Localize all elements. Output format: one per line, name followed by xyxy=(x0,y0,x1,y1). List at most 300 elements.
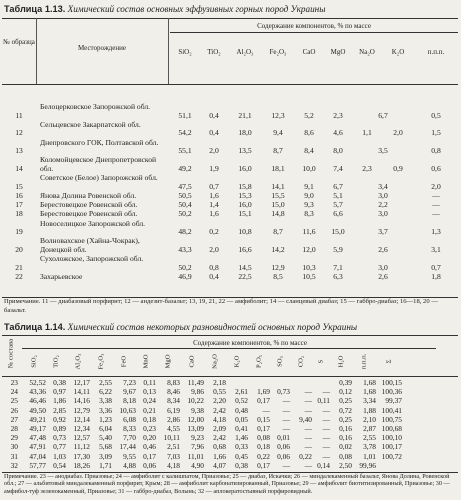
row-cell: 0,5 xyxy=(431,110,441,120)
row-cell: 0,16 xyxy=(339,433,352,443)
row-cell: 1,5 xyxy=(431,128,441,138)
row-cell: 50,2 xyxy=(178,262,192,272)
table1-col-head: Al₂O₃ xyxy=(236,48,254,56)
row-cell: 4,18 xyxy=(213,414,226,424)
row-cell: 8,7 xyxy=(273,146,283,156)
row-cell: 0,33 xyxy=(235,442,248,452)
table1-label: Таблица 1.13. xyxy=(4,4,66,14)
row-cell: 10,22 xyxy=(187,396,204,406)
row-cell: 0,16 xyxy=(339,423,352,433)
row-cell: 2,18 xyxy=(213,378,226,387)
row-deposit: Сельцевское Закарпатской обл. xyxy=(40,119,141,129)
row-cell: 11,49 xyxy=(187,378,204,387)
table2-group-rule xyxy=(22,348,436,349)
row-cell: 18,1 xyxy=(271,163,285,173)
row-cell: 6,3 xyxy=(333,271,343,281)
row-cell: 0,7 xyxy=(431,262,441,272)
row-cell: 7,1 xyxy=(333,262,343,272)
row-cell: 8,5 xyxy=(273,271,283,281)
row-cell: 3,36 xyxy=(99,405,112,415)
row-cell: 4,90 xyxy=(191,460,204,470)
row-cell: 8,83 xyxy=(167,378,180,387)
row-cell: 6,08 xyxy=(123,414,136,424)
row-cell: 1,86 xyxy=(53,396,66,406)
row-cell: — xyxy=(282,405,290,415)
row-cell: — xyxy=(322,433,330,443)
row-cell: 9,4 xyxy=(273,128,283,138)
table1-col-head: п.п.п. xyxy=(427,48,445,56)
row-cell: 0,38 xyxy=(235,460,248,470)
row-cell: 1,66 xyxy=(213,451,226,461)
row-cell: 2,6 xyxy=(378,271,388,281)
row-cell: 2,51 xyxy=(167,442,180,452)
row-cell: 5,9 xyxy=(333,244,343,254)
row-cell: 15,1 xyxy=(238,209,252,219)
row-cell: 2,0 xyxy=(393,128,403,138)
table-row xyxy=(2,220,458,238)
row-cell: — xyxy=(432,200,440,210)
row-cell: — xyxy=(304,442,312,452)
row-cell: 100,41 xyxy=(381,405,402,415)
row-cell: — xyxy=(304,405,312,415)
row-cell: 2,55 xyxy=(99,378,112,387)
row-cell: 12,17 xyxy=(73,378,90,387)
row-cell: 0,22 xyxy=(299,451,312,461)
row-cell: 0,68 xyxy=(213,442,226,452)
row-cell: 7,96 xyxy=(191,442,204,452)
table-row xyxy=(2,452,458,461)
row-cell: 6,6 xyxy=(333,209,343,219)
row-cell: — xyxy=(304,396,312,406)
row-cell: 2,10 xyxy=(363,414,376,424)
row-cell: 48,2 xyxy=(178,227,192,237)
row-number: 19 xyxy=(15,227,23,237)
row-cell: 100,72 xyxy=(381,451,402,461)
table-row xyxy=(2,174,458,192)
row-cell: — xyxy=(322,451,330,461)
row-cell: 100,10 xyxy=(381,433,402,443)
row-cell: 0,14 xyxy=(317,460,330,470)
row-number: 11 xyxy=(15,110,23,120)
table1-group-rule xyxy=(170,32,458,33)
row-cell: 18,26 xyxy=(73,460,90,470)
row-cell: 18,0 xyxy=(238,128,252,138)
row-cell: 0,02 xyxy=(339,442,352,452)
row-cell: 5,40 xyxy=(99,433,112,443)
row-cell: 2,3 xyxy=(362,163,372,173)
row-cell: 0,22 xyxy=(257,451,270,461)
row-cell: 0,97 xyxy=(53,387,66,397)
table1-title: Химический состав основных эффузивных горных пород Украины xyxy=(67,4,326,14)
row-cell: 54,2 xyxy=(178,128,192,138)
table1-head-num: № образца xyxy=(3,38,35,46)
row-cell: 47,48 xyxy=(29,433,46,443)
row-cell: 1,46 xyxy=(235,433,248,443)
row-cell: 9,3 xyxy=(304,200,314,210)
row-number: 13 xyxy=(15,146,23,156)
row-cell: 13,09 xyxy=(187,423,204,433)
row-cell: 0,46 xyxy=(143,442,156,452)
row-cell: 49,21 xyxy=(29,414,46,424)
row-number: 30 xyxy=(10,442,18,452)
row-cell: 0,6 xyxy=(431,163,441,173)
row-cell: 14,16 xyxy=(73,396,90,406)
row-cell: — xyxy=(432,190,440,200)
table2-head-rule xyxy=(2,376,458,377)
table2-col-head: S xyxy=(317,359,325,364)
row-cell: — xyxy=(432,209,440,219)
row-cell: 1,68 xyxy=(363,387,376,397)
row-cell: 9,0 xyxy=(304,190,314,200)
row-cell: 2,6 xyxy=(378,244,388,254)
table2-title: Химический состав некоторых разновидностей основных пород Украины xyxy=(67,322,358,332)
table-row xyxy=(2,406,458,415)
row-number: 18 xyxy=(15,209,23,219)
row-cell: 15,0 xyxy=(271,200,285,210)
table1-col-head: Na₂O xyxy=(359,48,375,56)
row-cell: 3,78 xyxy=(363,442,376,452)
row-cell: 0,89 xyxy=(53,423,66,433)
row-cell: 12,0 xyxy=(302,244,316,254)
row-cell: 15,0 xyxy=(331,227,345,237)
row-cell: 9,86 xyxy=(191,387,204,397)
row-cell: 100,68 xyxy=(381,423,402,433)
table1-head-rule xyxy=(2,84,458,85)
row-cell: 100,75 xyxy=(381,414,402,424)
row-cell: 6,19 xyxy=(167,405,180,415)
row-cell: 14,11 xyxy=(73,387,90,397)
table2-label: Таблица 1.14. xyxy=(4,322,66,332)
row-cell: — xyxy=(282,460,290,470)
row-cell: 0,11 xyxy=(317,396,330,406)
row-cell: 1,71 xyxy=(99,460,112,470)
row-cell: 0,05 xyxy=(235,414,248,424)
row-cell: 2,09 xyxy=(213,423,226,433)
row-cell: — xyxy=(262,405,270,415)
row-cell: 0,21 xyxy=(143,405,156,415)
row-cell: 2,0 xyxy=(209,244,219,254)
row-cell: 0,4 xyxy=(209,110,219,120)
row-cell: 2,55 xyxy=(363,433,376,443)
row-cell: 8,33 xyxy=(123,423,136,433)
row-cell: 2,50 xyxy=(339,460,352,470)
table1-col-head: MgO xyxy=(330,48,346,56)
table2-body xyxy=(2,378,458,470)
row-cell: — xyxy=(322,442,330,452)
row-cell: 0,12 xyxy=(339,387,352,397)
row-number: 25 xyxy=(10,396,18,406)
table2-col-head: Na₂O xyxy=(211,354,219,369)
row-cell: 0,45 xyxy=(235,451,248,461)
row-cell: 47,04 xyxy=(29,451,46,461)
table1-caption xyxy=(4,4,325,14)
row-number: 22 xyxy=(15,271,23,281)
row-cell: 4,6 xyxy=(333,128,343,138)
row-deposit: Новоселицкое Запорожской обл. xyxy=(40,218,146,228)
row-number: 12 xyxy=(15,128,23,138)
table2-caption xyxy=(4,322,357,332)
row-cell: 16,0 xyxy=(238,163,252,173)
row-cell: 9,40 xyxy=(299,414,312,424)
table1-vline xyxy=(36,18,37,84)
row-cell: 14,1 xyxy=(271,181,285,191)
row-cell: 0,18 xyxy=(143,414,156,424)
row-cell: 2,0 xyxy=(431,181,441,191)
row-cell: — xyxy=(282,396,290,406)
table1-col-head: K₂O xyxy=(391,48,405,56)
row-number: 14 xyxy=(15,163,23,173)
row-cell: 8,46 xyxy=(167,387,180,397)
row-cell: 50,2 xyxy=(178,209,192,219)
row-cell: 4,88 xyxy=(123,460,136,470)
row-cell: 3,4 xyxy=(378,181,388,191)
row-cell: 6,04 xyxy=(99,423,112,433)
row-cell: 10,8 xyxy=(238,227,252,237)
row-deposit: Берестовецкое Ровенской обл. xyxy=(40,200,138,210)
row-cell: 11,01 xyxy=(187,451,204,461)
row-cell: 0,77 xyxy=(53,442,66,452)
row-number: 20 xyxy=(15,244,23,254)
row-cell: 1,88 xyxy=(363,405,376,415)
row-deposit: Советское (Белое) Запорожской обл. xyxy=(40,173,158,183)
row-cell: 14,2 xyxy=(271,244,285,254)
table2-col-head: MgO xyxy=(164,354,172,369)
row-deposit: Волновахское (Хайна-Чокрак), Донецкой обл. xyxy=(40,236,140,254)
row-cell: 22,5 xyxy=(238,271,252,281)
table-row xyxy=(2,387,458,396)
row-cell: 8,0 xyxy=(333,146,343,156)
row-cell: 100,15 xyxy=(381,378,402,387)
table-row xyxy=(2,255,458,273)
row-cell: 49,50 xyxy=(29,405,46,415)
row-cell: 0,54 xyxy=(53,460,66,470)
row-cell: 0,73 xyxy=(277,387,290,397)
table2-col-head: TiO₂ xyxy=(52,355,60,368)
table1-head-group: Содержание компонентов, % по массе xyxy=(257,22,371,30)
row-cell: 15,8 xyxy=(238,181,252,191)
row-cell: 13,5 xyxy=(238,146,252,156)
row-cell: 55,1 xyxy=(178,146,192,156)
row-cell: 1,23 xyxy=(99,414,112,424)
row-deposit: Берестовецкое Ровенской обл. xyxy=(40,209,138,219)
row-cell: 3,0 xyxy=(378,262,388,272)
row-cell: 7,4 xyxy=(333,163,343,173)
row-cell: 0,01 xyxy=(277,433,290,443)
row-cell: — xyxy=(322,405,330,415)
row-cell: 0,72 xyxy=(339,405,352,415)
row-cell: 49,17 xyxy=(29,423,46,433)
row-cell: 2,42 xyxy=(213,433,226,443)
row-cell: 8,34 xyxy=(167,396,180,406)
row-cell: 10,63 xyxy=(119,405,136,415)
row-cell: 46,9 xyxy=(178,271,192,281)
row-cell: 12,3 xyxy=(271,110,285,120)
row-cell: 0,92 xyxy=(53,414,66,424)
row-number: 27 xyxy=(10,414,18,424)
row-cell: 0,18 xyxy=(257,442,270,452)
table2-col-head: SO₃ xyxy=(276,356,284,367)
row-number: 29 xyxy=(10,433,18,443)
row-cell: 0,17 xyxy=(257,423,270,433)
row-cell: 50,4 xyxy=(178,200,192,210)
row-cell: 1,3 xyxy=(431,227,441,237)
table2-col-head: H₂O xyxy=(337,355,345,368)
row-cell: 1,6 xyxy=(209,209,219,219)
table-row xyxy=(2,424,458,433)
row-cell: 43,36 xyxy=(29,387,46,397)
row-cell: 0,06 xyxy=(277,442,290,452)
table2-col-head: CaO xyxy=(188,355,196,368)
row-cell: 15,5 xyxy=(271,190,285,200)
row-cell: — xyxy=(304,387,312,397)
table1-col-head: SiO₂ xyxy=(178,48,192,56)
table-row xyxy=(2,156,458,174)
table2-col-head: п.п.п. xyxy=(360,353,368,370)
row-cell: 2,20 xyxy=(213,396,226,406)
table2-head-group: Содержание компонентов, % по массе xyxy=(193,339,307,347)
row-cell: 46,46 xyxy=(29,396,46,406)
row-cell: 8,7 xyxy=(273,227,283,237)
row-cell: 11,12 xyxy=(73,442,90,452)
row-cell: 1,03 xyxy=(53,451,66,461)
table-row xyxy=(2,103,458,121)
row-cell: 0,08 xyxy=(257,433,270,443)
row-cell: 0,52 xyxy=(235,396,248,406)
table2-note: Примечание. 23 — анодиабаз. Приазовье; 24 — амфиболит с калишпатом, Приазовье; 25 — диабаз, Искачки; 26 — миндалекаменный базальт, Янова Долина, Ровенской обл.; 27 — альбитовый миндалекаменный порфирит, Крым; 28 — амфиболит карбонатизированный, Приазовье; 29 — амфиболит биотитизированный, Приазовье; 30 — амфибол-туф зеленокаменный, Приазовье; 31 — габбро-диабаз, Волынь; 32 — аплокератостывный порфировидный. xyxy=(4,473,450,495)
row-cell: 0,06 xyxy=(277,451,290,461)
table2-top-rule xyxy=(2,335,458,336)
row-cell: 1,68 xyxy=(363,378,376,387)
table2-col-head: P₂O₅ xyxy=(255,354,263,369)
row-cell: 0,06 xyxy=(143,460,156,470)
row-cell: 7,23 xyxy=(123,378,136,387)
row-cell: 5,68 xyxy=(99,442,112,452)
row-cell: 5,7 xyxy=(333,200,343,210)
row-cell: — xyxy=(322,387,330,397)
table1-top-rule xyxy=(2,18,458,19)
row-cell: 3,0 xyxy=(378,209,388,219)
row-cell: 3,09 xyxy=(99,451,112,461)
table1-col-head: CaO xyxy=(302,48,316,56)
row-deposit: Днепровского ГОК, Полтавской обл. xyxy=(40,137,159,147)
row-cell: 0,23 xyxy=(143,423,156,433)
row-cell: 0,20 xyxy=(143,433,156,443)
row-cell: 47,91 xyxy=(29,442,46,452)
row-cell: 3,0 xyxy=(378,190,388,200)
row-cell: 2,42 xyxy=(213,405,226,415)
row-number: 17 xyxy=(15,200,23,210)
table2-col-head: Al₂O₃ xyxy=(74,353,82,370)
row-cell: 9,23 xyxy=(191,433,204,443)
row-cell: 2,2 xyxy=(378,200,388,210)
row-cell: 9,55 xyxy=(123,451,136,461)
row-cell: 7,03 xyxy=(167,451,180,461)
row-cell: 12,9 xyxy=(271,262,285,272)
row-cell: 1,69 xyxy=(257,387,270,397)
table2-col-head: K₂O xyxy=(233,355,241,368)
row-cell: 2,0 xyxy=(209,146,219,156)
table1-head-deposit: Месторождение xyxy=(78,44,126,52)
table2-col-head: SiO₂ xyxy=(30,355,38,368)
row-cell: 0,48 xyxy=(235,405,248,415)
table1-note: Примечание. 11 — диабазовый порфирит; 12 — андезит-базальт; 13, 19, 21, 22 — амфиболит; 14 — сланцевый диабаз; 15 — габбро-диабаз; 16—18, 20 — базальт. xyxy=(4,298,438,314)
row-cell: 0,4 xyxy=(209,128,219,138)
row-cell: 0,8 xyxy=(431,146,441,156)
row-cell: 99,96 xyxy=(359,460,376,470)
row-cell: 12,79 xyxy=(73,405,90,415)
row-number: 32 xyxy=(10,460,18,470)
row-cell: 0,73 xyxy=(53,433,66,443)
row-cell: 12,00 xyxy=(187,414,204,424)
row-cell: 100,17 xyxy=(381,442,402,452)
row-cell: 12,57 xyxy=(73,433,90,443)
row-cell: 0,4 xyxy=(209,271,219,281)
row-number: 16 xyxy=(15,190,23,200)
row-cell: 7,70 xyxy=(123,433,136,443)
row-cell: — xyxy=(282,414,290,424)
row-cell: 99,37 xyxy=(385,396,402,406)
row-deposit: Белоцерковское Запорожской обл. xyxy=(40,102,151,111)
row-cell: 1,8 xyxy=(431,271,441,281)
row-number: 21 xyxy=(15,262,23,272)
table-row xyxy=(2,442,458,451)
row-cell: 52,52 xyxy=(29,378,46,387)
row-deposit: Сухоложское, Запорожской обл. xyxy=(40,254,144,264)
row-cell: 8,6 xyxy=(304,128,314,138)
table-row xyxy=(2,121,458,139)
row-cell: 1,01 xyxy=(363,451,376,461)
table2-col-head: CO₂ xyxy=(297,355,305,368)
table-row xyxy=(2,433,458,442)
row-number: 15 xyxy=(15,181,23,191)
table-row xyxy=(2,396,458,405)
row-number: 24 xyxy=(10,387,18,397)
row-cell: 3,1 xyxy=(431,244,441,254)
table-row xyxy=(2,415,458,424)
row-cell: — xyxy=(304,460,312,470)
row-cell: 57,77 xyxy=(29,460,46,470)
row-cell: 12,34 xyxy=(73,423,90,433)
row-cell: 0,25 xyxy=(339,414,352,424)
row-cell: 8,3 xyxy=(304,209,314,219)
row-cell: 6,7 xyxy=(378,110,388,120)
row-cell: 9,1 xyxy=(304,181,314,191)
row-number: 23 xyxy=(10,378,18,387)
row-cell: 1,9 xyxy=(209,163,219,173)
row-deposit: Захарьевское xyxy=(40,271,83,281)
row-cell: — xyxy=(322,414,330,424)
row-cell: 2,61 xyxy=(235,387,248,397)
row-cell: 9,67 xyxy=(123,387,136,397)
table2-head-num: № состава xyxy=(7,338,15,369)
row-cell: 5,2 xyxy=(304,110,314,120)
table1-col-head: TiO₂ xyxy=(207,48,221,56)
table2-col-head: FeO xyxy=(120,355,128,368)
table-row xyxy=(2,461,458,470)
row-cell: 1,6 xyxy=(209,190,219,200)
table1-body xyxy=(2,103,458,282)
row-cell: 0,9 xyxy=(393,163,403,173)
row-cell: 14,8 xyxy=(271,209,285,219)
row-cell: 0,15 xyxy=(257,414,270,424)
row-cell: 43,3 xyxy=(178,244,192,254)
table2-col-head: MnO xyxy=(142,354,150,369)
table2-col-head: Fe₂O₃ xyxy=(97,353,105,370)
row-cell: — xyxy=(282,423,290,433)
row-cell: 4,07 xyxy=(213,460,226,470)
row-cell: 10,5 xyxy=(302,271,316,281)
row-deposit: Коломойцевское Днепропетровской обл. xyxy=(40,155,157,173)
